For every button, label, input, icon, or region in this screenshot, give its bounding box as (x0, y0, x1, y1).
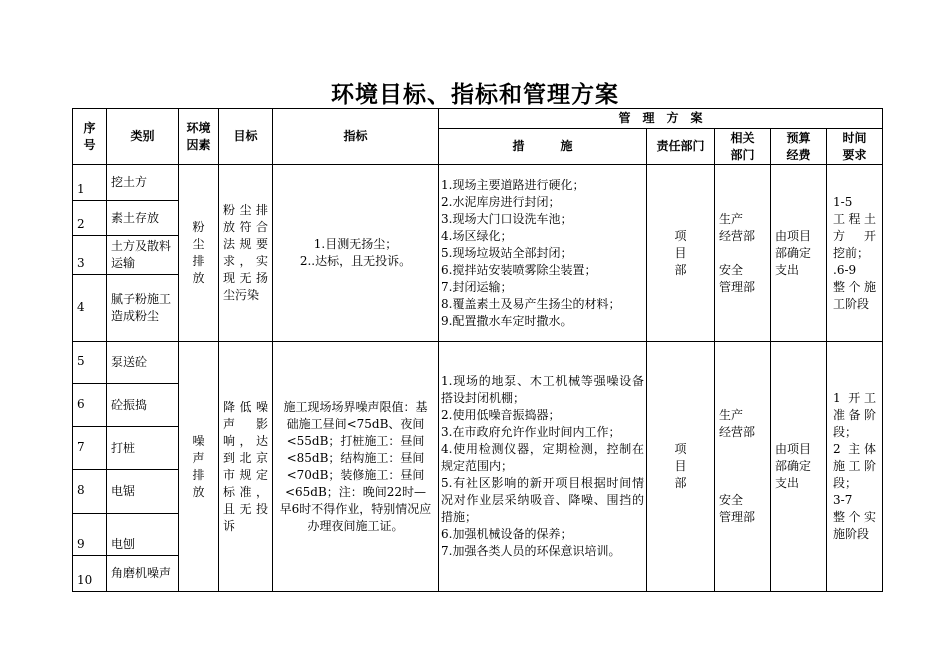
row-number: 5 (73, 342, 107, 384)
row-number: 1 (73, 165, 107, 201)
header-category: 类别 (107, 109, 179, 165)
row-number: 10 (73, 556, 107, 592)
row-number: 2 (73, 201, 107, 236)
header-plan: 管 理 方 案 (439, 109, 883, 129)
budget-dust: 由项目部确定支出 (771, 165, 827, 342)
row-number: 7 (73, 427, 107, 470)
indicator-dust: 1.目测无扬尘； 2..达标，且无投诉。 (273, 165, 439, 342)
row-category: 土方及散料运输 (107, 236, 179, 275)
row-category: 腻子粉施工造成粉尘 (107, 275, 179, 342)
budget-noise: 由项目部确定支出 (771, 342, 827, 592)
table-row (73, 342, 883, 384)
row-category: 泵送砼 (107, 342, 179, 384)
row-number: 9 (73, 514, 107, 556)
goal-dust: 粉尘排放符合法规要求，实现无扬尘污染 (219, 165, 273, 342)
header-related: 相关 部门 (715, 129, 771, 165)
measures-dust: 1.现场主要道路进行硬化； 2.水泥库房进行封闭； 3.现场大门口设洗车池； 4.场区绿化； 5.现场垃圾站全部封闭； 6.搅拌站安装喷雾除尘装置； 7.封闭运输； 8.覆盖素土及易产生扬尘的材料； 9.配置撒水车定时撒水。 (439, 165, 647, 342)
row-category: 素土存放 (107, 201, 179, 236)
row-number: 3 (73, 236, 107, 275)
row-number: 6 (73, 384, 107, 427)
row-number: 8 (73, 470, 107, 514)
header-goal: 目标 (219, 109, 273, 165)
factor-noise: 噪 声 排 放 (179, 342, 219, 592)
row-category: 打桩 (107, 427, 179, 470)
header-indicator: 指标 (273, 109, 439, 165)
header-dept: 责任部门 (647, 129, 715, 165)
row-category: 电刨 (107, 514, 179, 556)
header-seq: 序 号 (73, 109, 107, 165)
measures-noise: 1.现场的地泵、木工机械等强噪设备搭设封闭机棚； 2.使用低噪音振捣器； 3.在市政府允许作业时间内工作； 4.使用检测仪器，定期检测，控制在规定范围内； 5.有社区影响的新开项目根据时间情况对作业层采纳吸音、降噪、围挡的措施； 6.加强机械设备的保养； 7.加强各类人员的环保意识培训。 (439, 342, 647, 592)
environment-plan-table (72, 108, 883, 592)
time-noise: 1 开工准备阶段； 2 主体施工阶段； 3-7 整个实施阶段 (827, 342, 883, 592)
related-noise: 生产 经营部 安全 管理部 (715, 342, 771, 592)
row-category: 砼振捣 (107, 384, 179, 427)
dept-noise: 项 目 部 (647, 342, 715, 592)
factor-dust: 粉 尘 排 放 (179, 165, 219, 342)
header-measures: 措 施 (439, 129, 647, 165)
goal-noise: 降低噪声影响，达到北京市规定标准，且无投诉 (219, 342, 273, 592)
time-dust: 1-5 工程土方开 挖前； .6-9 整个施工阶段 (827, 165, 883, 342)
dept-dust: 项 目 部 (647, 165, 715, 342)
header-time: 时间 要求 (827, 129, 883, 165)
row-category: 电锯 (107, 470, 179, 514)
header-factor: 环境 因素 (179, 109, 219, 165)
indicator-noise: 施工现场场界噪声限值：基础施工昼间<75dB、夜间<55dB；打桩施工：昼间<85dB；结构施工：昼间<70dB；装修施工：昼间<65dB；注：晚间22时—早6时不得作业，特别情况应办理夜间施工证。 (273, 342, 439, 592)
row-category: 挖土方 (107, 165, 179, 201)
table-row (73, 165, 883, 201)
header-budget: 预算 经费 (771, 129, 827, 165)
header-row-1 (73, 109, 883, 129)
related-dust: 生产 经营部 安全 管理部 (715, 165, 771, 342)
row-number: 4 (73, 275, 107, 342)
page-title: 环境目标、指标和管理方案 (331, 82, 619, 108)
row-category: 角磨机噪声 (107, 556, 179, 592)
